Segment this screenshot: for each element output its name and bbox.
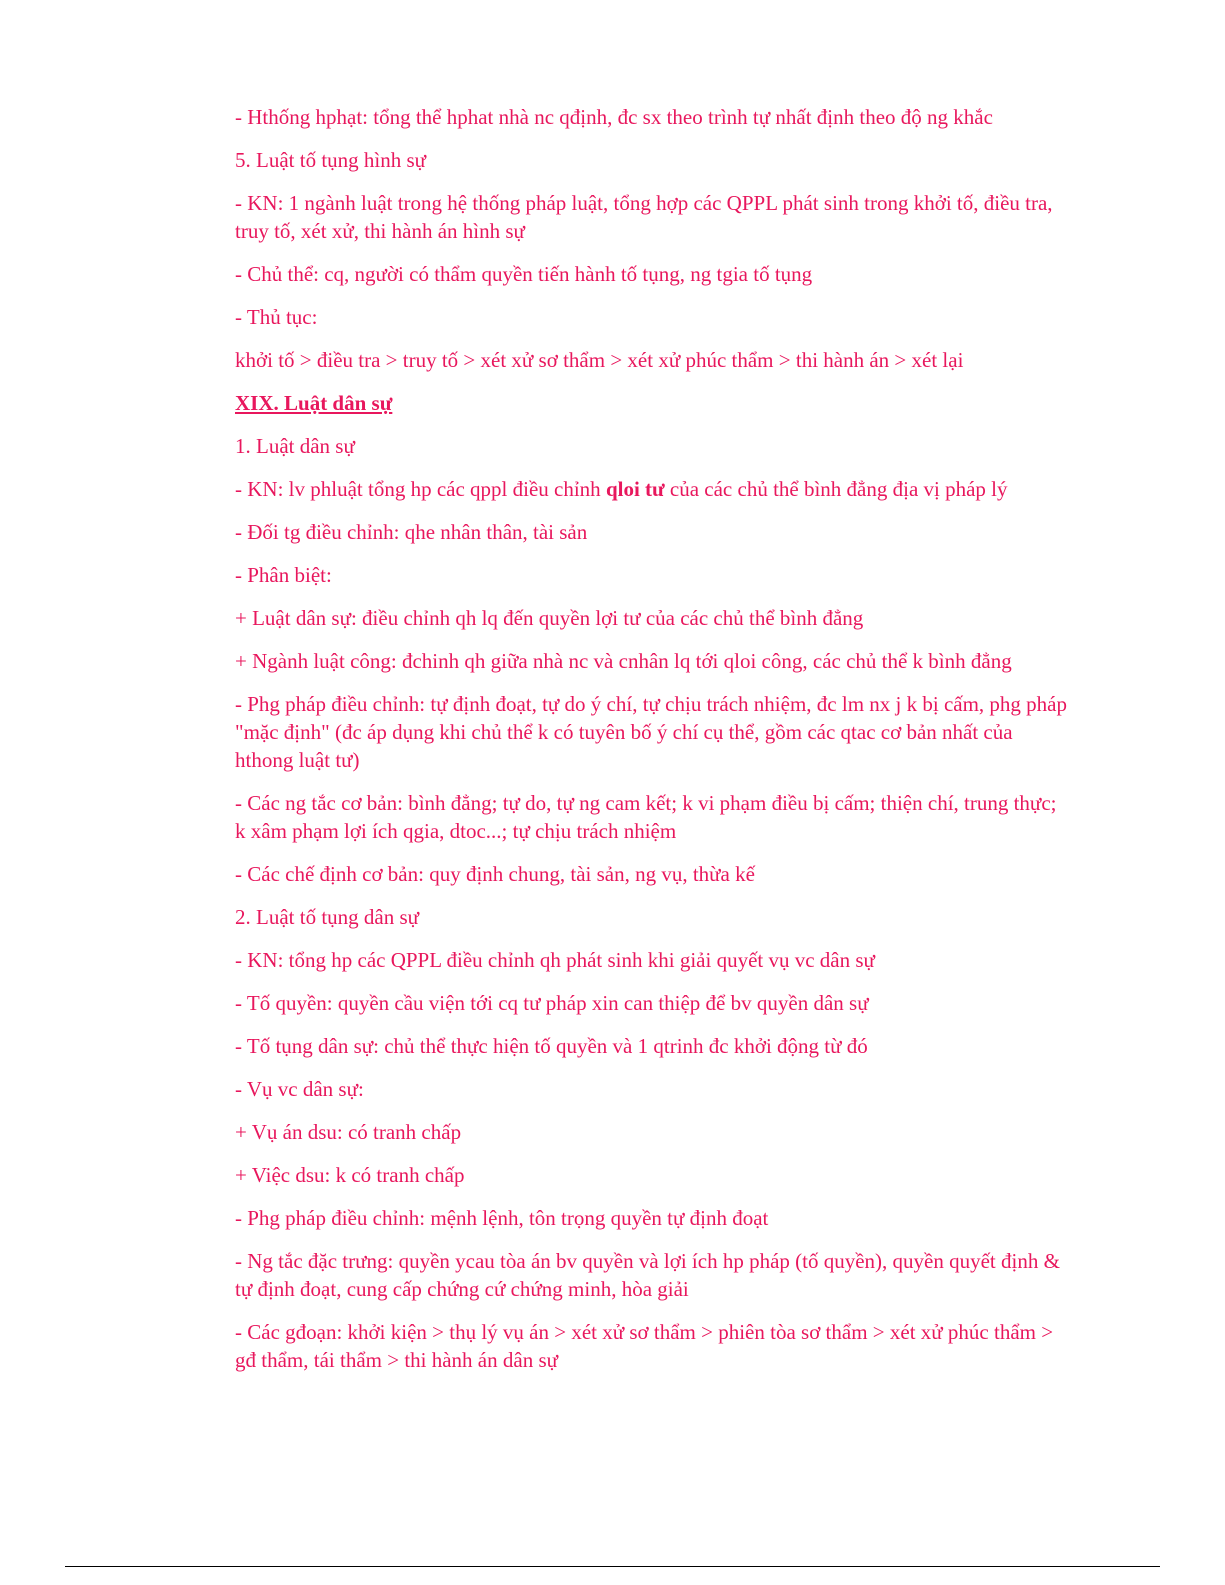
paragraph-civil-procedure-stages: - Các gđoạn: khởi kiện > thụ lý vụ án > xét xử sơ thẩm > phiên tòa sơ thẩm > xét xử phúc thẩm > gđ thẩm, tái thẩm > thi hành án dân sự (235, 1320, 1054, 1372)
paragraph-distinction-public: + Ngành luật công: đchinh qh giữa nhà nc và cnhân lq tới qloi công, các chủ thể k bình đẳng (235, 649, 1012, 673)
document-body (235, 103, 1070, 1389)
chapter-heading-civil-law: XIX. Luật dân sự (235, 391, 393, 415)
paragraph-distinction-label: - Phân biệt: (235, 563, 332, 587)
paragraph-civil-law-method: - Phg pháp điều chỉnh: tự định đoạt, tự do ý chí, tự chịu trách nhiệm, đc lm nx j k bị cấm, phg pháp "mặc định" (đc áp dụng khi chủ thể k có tuyên bố ý chí cụ thể, gồm các qtac cơ bản nhất của hthong luật tư) (235, 692, 1068, 772)
page-bottom-divider (65, 1566, 1160, 1567)
paragraph-distinction-civil: + Luật dân sự: điều chỉnh qh lq đến quyền lợi tư của các chủ thể bình đẳng (235, 606, 864, 630)
definition-bold-term: qloi tư (605, 477, 665, 501)
paragraph-civil-case: + Vụ án dsu: có tranh chấp (235, 1120, 462, 1144)
paragraph-civil-law-definition (235, 475, 1070, 503)
section-criminal-procedure: 5. Luật tố tụng hình sự (235, 148, 427, 172)
paragraph-civil-procedure-method: - Phg pháp điều chỉnh: mệnh lệnh, tôn trọng quyền tự định đoạt (235, 1206, 769, 1230)
paragraph-right-of-action: - Tố quyền: quyền cầu viện tới cq tư pháp xin can thiệp để bv quyền dân sự (235, 991, 869, 1015)
paragraph-civil-law-institutions: - Các chế định cơ bản: quy định chung, tài sản, ng vụ, thừa kế (235, 862, 755, 886)
paragraph-civil-procedure-definition: - KN: tổng hp các QPPL điều chỉnh qh phát sinh khi giải quyết vụ vc dân sự (235, 948, 875, 972)
paragraph-civil-matters-label: - Vụ vc dân sự: (235, 1077, 364, 1101)
paragraph-civil-procedure-principles: - Ng tắc đặc trưng: quyền ycau tòa án bv quyền và lợi ích hp pháp (tố quyền), quyền quyết định & tự định đoạt, cung cấp chứng cứ chứng minh, hòa giải (235, 1249, 1060, 1301)
paragraph-civil-proceedings: - Tố tụng dân sự: chủ thể thực hiện tố quyền và 1 qtrinh đc khởi động từ đó (235, 1034, 868, 1058)
paragraph-procedure-steps: khởi tố > điều tra > truy tố > xét xử sơ thẩm > xét xử phúc thẩm > thi hành án > xét lại (235, 348, 964, 372)
paragraph-criminal-procedure-definition: - KN: 1 ngành luật trong hệ thống pháp luật, tổng hợp các QPPL phát sinh trong khởi tố, điều tra, truy tố, xét xử, thi hành án hình sự (235, 191, 1053, 243)
paragraph-penalty-system: - Hthống hphạt: tổng thể hphat nhà nc qđịnh, đc sx theo trình tự nhất định theo độ ng khắc (235, 105, 993, 129)
paragraph-procedure-label: - Thủ tục: (235, 305, 318, 329)
definition-text-start: - KN: lv phluật tổng hp các qppl điều chỉnh (235, 477, 606, 501)
definition-text-end: của các chủ thể bình đẳng địa vị pháp lý (664, 477, 1008, 501)
section-civil-law: 1. Luật dân sự (235, 434, 355, 458)
paragraph-civil-matter: + Việc dsu: k có tranh chấp (235, 1163, 465, 1187)
section-civil-procedure: 2. Luật tố tụng dân sự (235, 905, 420, 929)
paragraph-civil-law-object: - Đối tg điều chỉnh: qhe nhân thân, tài sản (235, 520, 588, 544)
paragraph-civil-law-principles: - Các ng tắc cơ bản: bình đẳng; tự do, tự ng cam kết; k vi phạm điều bị cấm; thiện chí, trung thực; k xâm phạm lợi ích qgia, dtoc...; tự chịu trách nhiệm (235, 791, 1057, 843)
paragraph-criminal-procedure-subjects: - Chủ thể: cq, người có thẩm quyền tiến hành tố tụng, ng tgia tố tụng (235, 262, 813, 286)
